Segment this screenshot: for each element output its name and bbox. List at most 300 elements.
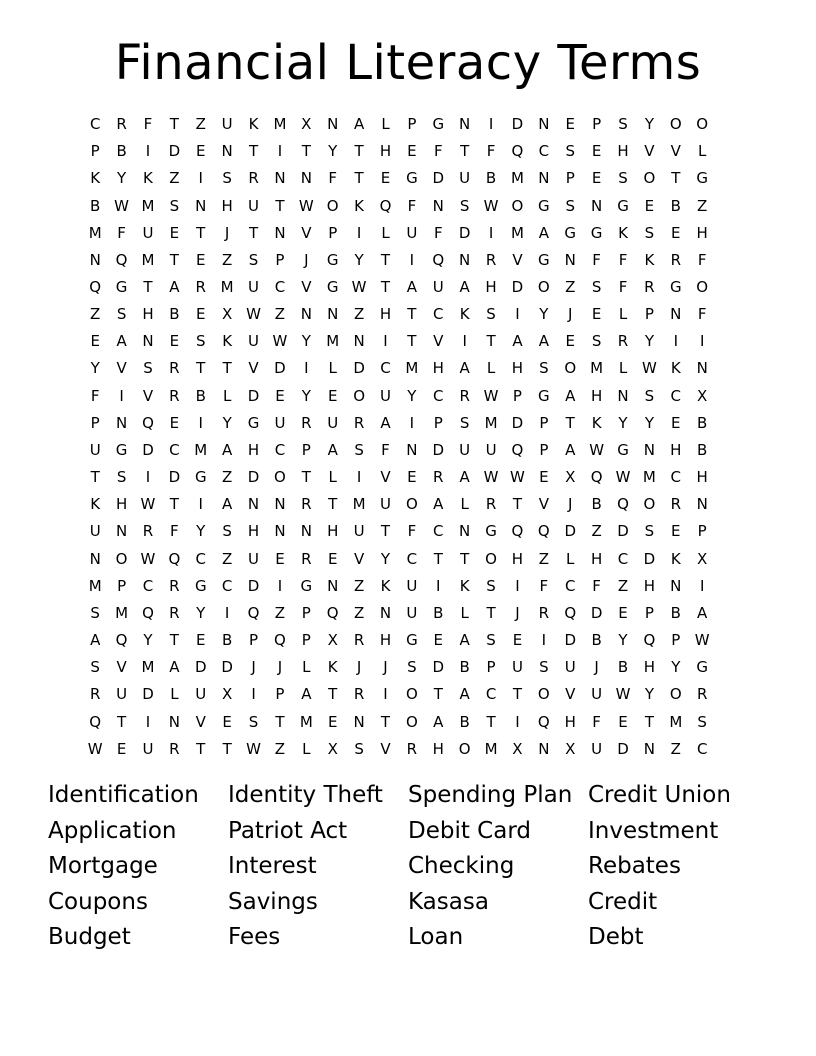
grid-letter: H [247, 522, 260, 541]
grid-letter: L [328, 359, 337, 378]
grid-letter: I [515, 576, 520, 595]
grid-letter: O [564, 359, 577, 378]
grid-letter: N [459, 115, 471, 134]
grid-letter: W [694, 631, 710, 650]
grid-letter: H [379, 142, 392, 161]
grid-letter: Q [326, 603, 339, 622]
grid-letter: C [169, 440, 180, 459]
grid-letter: N [643, 440, 656, 459]
grid-letter: B [169, 305, 180, 324]
grid-letter: N [89, 549, 101, 568]
grid-letter: Z [195, 115, 206, 134]
grid-letter: E [169, 223, 180, 242]
grid-letter: G [538, 250, 550, 269]
grid-letter: K [90, 495, 101, 514]
grid-letter: A [327, 440, 338, 459]
grid-letter: J [224, 223, 230, 242]
grid-letter: M [220, 278, 234, 297]
grid-letter: W [483, 386, 499, 405]
grid-letter: N [617, 386, 629, 405]
grid-letter: T [196, 223, 206, 242]
grid-letter: N [406, 440, 418, 459]
grid-letter: B [697, 413, 708, 432]
grid-letter: L [618, 359, 628, 378]
grid-letter: N [195, 196, 207, 215]
grid-letter: H [511, 359, 524, 378]
grid-letter: E [671, 413, 681, 432]
grid-letter: Y [671, 658, 681, 677]
grid-letter: J [277, 658, 283, 677]
grid-letter: P [117, 576, 127, 595]
grid-letter: G [696, 169, 708, 188]
grid-letter: R [301, 413, 312, 432]
word-bank-item: Savings [228, 888, 318, 915]
grid-letter: V [116, 658, 127, 677]
grid-letter: F [618, 250, 628, 269]
grid-letter: G [326, 250, 339, 269]
grid-letter: G [617, 196, 629, 215]
grid-row [82, 518, 742, 545]
grid-letter: L [618, 305, 628, 324]
grid-letter: T [169, 631, 179, 650]
grid-letter: U [248, 332, 260, 351]
grid-letter: Q [537, 522, 550, 541]
grid-letter: U [459, 169, 471, 188]
grid-letter: H [696, 468, 708, 487]
grid-row [82, 383, 742, 410]
grid-letter: S [248, 712, 259, 731]
grid-letter: I [224, 603, 230, 622]
grid-letter: O [537, 685, 550, 704]
grid-letter: G [194, 576, 207, 595]
grid-letter: A [222, 495, 233, 514]
word-bank-item: Identification [48, 782, 199, 808]
grid-letter: N [115, 413, 128, 432]
grid-letter: E [565, 115, 575, 134]
grid-letter: Z [274, 305, 286, 324]
grid-letter: I [198, 495, 203, 514]
grid-letter: A [565, 386, 576, 405]
grid-letter: C [433, 522, 444, 541]
grid-letter: V [433, 332, 444, 351]
grid-letter: F [433, 142, 443, 161]
grid-letter: K [380, 576, 391, 595]
grid-letter: R [353, 685, 365, 704]
grid-letter: C [195, 549, 206, 568]
grid-letter: D [432, 658, 445, 677]
grid-letter: K [143, 169, 153, 188]
grid-letter: N [538, 169, 550, 188]
grid-letter: D [168, 142, 181, 161]
grid-letter: W [615, 468, 631, 487]
grid-letter: U [485, 440, 497, 459]
grid-letter: V [301, 278, 312, 297]
grid-letter: W [272, 332, 288, 351]
grid-letter: N [643, 739, 656, 758]
word-bank-item: Loan [408, 924, 464, 951]
grid-letter: N [670, 305, 682, 324]
grid-letter: S [459, 413, 470, 432]
grid-letter: H [432, 359, 444, 378]
grid-letter: T [301, 468, 311, 487]
grid-letter: G [590, 223, 603, 242]
grid-letter: R [696, 685, 708, 704]
grid-letter: S [644, 522, 655, 541]
word-bank-item: Kasasa [408, 888, 489, 915]
grid-letter: R [169, 359, 180, 378]
grid-letter: T [248, 142, 259, 161]
grid-letter: I [541, 631, 547, 650]
grid-letter: U [353, 522, 365, 541]
grid-letter: Q [590, 468, 603, 487]
grid-letter: J [251, 658, 256, 677]
grid-row [82, 708, 742, 735]
grid-letter: T [196, 739, 206, 758]
grid-letter: Q [432, 250, 445, 269]
grid-letter: O [669, 685, 682, 704]
grid-letter: Y [90, 359, 100, 378]
grid-letter: S [618, 169, 628, 188]
grid-letter: U [89, 440, 101, 459]
grid-letter: K [618, 223, 628, 242]
grid-letter: W [510, 468, 525, 487]
grid-letter: K [591, 413, 602, 432]
grid-letter: W [615, 685, 631, 704]
grid-letter: R [485, 495, 497, 514]
grid-row [82, 111, 742, 138]
grid-letter: H [221, 196, 233, 215]
grid-letter: O [643, 495, 656, 514]
grid-letter: X [327, 739, 338, 758]
grid-letter: J [515, 603, 520, 622]
grid-row [82, 491, 742, 518]
grid-letter: F [486, 142, 496, 161]
grid-letter: S [407, 658, 417, 677]
grid-letter: S [116, 305, 127, 324]
grid-letter: G [194, 468, 207, 487]
grid-row [82, 220, 742, 247]
grid-letter: I [515, 305, 520, 324]
grid-letter: K [644, 250, 655, 269]
grid-letter: P [90, 142, 100, 161]
grid-letter: P [486, 658, 496, 677]
grid-letter: V [142, 386, 154, 405]
grid-row [82, 736, 742, 763]
grid-letter: G [538, 386, 550, 405]
grid-letter: E [196, 142, 206, 161]
grid-letter: O [511, 196, 524, 215]
grid-letter: B [670, 196, 681, 215]
grid-row [82, 301, 742, 328]
grid-row [82, 464, 742, 491]
grid-letter: S [90, 603, 100, 622]
grid-letter: T [354, 142, 364, 161]
grid-letter: E [539, 468, 549, 487]
grid-letter: Z [222, 250, 233, 269]
grid-letter: Q [617, 495, 629, 514]
grid-letter: H [617, 142, 629, 161]
grid-letter: A [406, 278, 418, 297]
grid-letter: A [459, 468, 470, 487]
grid-letter: P [644, 305, 654, 324]
grid-letter: L [302, 658, 311, 677]
page-title: Financial Literacy Terms [114, 35, 702, 91]
grid-letter: I [673, 332, 678, 351]
grid-row [82, 274, 742, 301]
grid-letter: R [89, 685, 101, 704]
grid-letter: U [380, 386, 391, 405]
grid-letter: M [141, 658, 155, 677]
grid-letter: N [300, 305, 312, 324]
grid-row [82, 165, 742, 192]
grid-letter: D [142, 685, 154, 704]
grid-letter: Q [142, 413, 154, 432]
grid-letter: I [488, 223, 494, 242]
grid-letter: E [327, 549, 338, 568]
grid-letter: M [352, 495, 366, 514]
grid-letter: B [617, 658, 629, 677]
grid-letter: E [327, 712, 338, 731]
grid-letter: A [301, 685, 312, 704]
grid-letter: Y [143, 631, 153, 650]
grid-letter: Q [643, 631, 656, 650]
grid-letter: J [594, 658, 599, 677]
grid-letter: O [353, 386, 365, 405]
grid-letter: U [380, 495, 391, 514]
grid-letter: A [169, 278, 180, 297]
grid-letter: I [383, 332, 388, 351]
grid-letter: A [169, 658, 180, 677]
grid-letter: Z [353, 603, 365, 622]
grid-letter: N [89, 250, 101, 269]
grid-letter: L [381, 223, 390, 242]
grid-letter: T [460, 142, 470, 161]
grid-letter: F [697, 305, 707, 324]
grid-letter: D [432, 440, 445, 459]
grid-letter: B [433, 603, 444, 622]
word-bank-item: Patriot Act [228, 817, 348, 844]
grid-letter: A [512, 332, 523, 351]
grid-letter: F [407, 196, 417, 215]
grid-letter: D [142, 440, 154, 459]
grid-letter: G [300, 576, 313, 595]
word-bank-item: Investment [588, 817, 719, 844]
grid-letter: T [117, 712, 127, 731]
grid-letter: F [592, 712, 601, 731]
grid-letter: M [88, 223, 102, 242]
grid-letter: F [170, 522, 179, 541]
grid-letter: D [432, 169, 445, 188]
grid-letter: Y [407, 386, 417, 405]
grid-letter: N [168, 712, 180, 731]
grid-letter: X [697, 386, 708, 405]
grid-letter: X [222, 685, 233, 704]
grid-letter: Y [196, 603, 206, 622]
grid-letter: P [301, 631, 311, 650]
grid-letter: G [432, 115, 445, 134]
grid-letter: U [327, 413, 339, 432]
grid-letter: A [459, 359, 470, 378]
grid-letter: S [539, 658, 549, 677]
grid-letter: N [274, 495, 286, 514]
grid-letter: C [433, 386, 444, 405]
grid-letter: D [221, 658, 233, 677]
grid-letter: T [512, 495, 523, 514]
grid-letter: H [115, 495, 128, 514]
grid-letter: I [145, 142, 151, 161]
grid-letter: D [564, 631, 576, 650]
grid-letter: U [248, 278, 260, 297]
grid-letter: C [617, 549, 629, 568]
grid-letter: G [406, 631, 418, 650]
grid-letter: O [405, 712, 418, 731]
grid-letter: R [301, 495, 312, 514]
grid-letter: U [591, 685, 603, 704]
grid-letter: N [327, 115, 339, 134]
grid-letter: D [617, 522, 629, 541]
grid-letter: C [564, 576, 576, 595]
grid-letter: T [565, 413, 575, 432]
grid-letter: U [274, 413, 286, 432]
grid-letter: Q [564, 603, 577, 622]
grid-letter: I [198, 413, 203, 432]
grid-letter: D [511, 278, 524, 297]
grid-letter: N [538, 115, 550, 134]
grid-letter: I [409, 413, 415, 432]
grid-letter: B [116, 142, 127, 161]
grid-letter: A [380, 413, 391, 432]
grid-letter: Q [247, 603, 260, 622]
grid-letter: B [697, 440, 708, 459]
grid-letter: E [407, 142, 417, 161]
grid-letter: I [409, 250, 415, 269]
grid-letter: P [328, 223, 338, 242]
grid-letter: S [591, 332, 602, 351]
grid-letter: E [116, 739, 127, 758]
grid-letter: X [697, 549, 708, 568]
grid-letter: V [195, 712, 206, 731]
grid-letter: C [696, 739, 708, 758]
grid-letter: S [354, 440, 364, 459]
grid-letter: Y [618, 631, 628, 650]
grid-letter: M [194, 440, 208, 459]
grid-letter: E [591, 169, 602, 188]
grid-letter: E [327, 386, 338, 405]
grid-letter: M [510, 169, 524, 188]
grid-letter: D [643, 549, 656, 568]
grid-letter: C [380, 359, 391, 378]
grid-letter: T [486, 332, 496, 351]
grid-letter: N [538, 739, 550, 758]
grid-letter: G [115, 440, 128, 459]
grid-letter: D [274, 359, 286, 378]
grid-letter: R [169, 603, 180, 622]
grid-letter: T [671, 169, 681, 188]
grid-letter: W [589, 440, 605, 459]
grid-letter: Q [511, 440, 524, 459]
grid-letter: E [380, 169, 391, 188]
word-bank-item: Rebates [588, 853, 681, 880]
grid-letter: S [195, 332, 206, 351]
grid-letter: Q [511, 142, 524, 161]
grid-letter: E [275, 549, 285, 568]
grid-letter: U [406, 223, 418, 242]
grid-letter: F [407, 522, 417, 541]
grid-letter: D [168, 468, 181, 487]
grid-letter: A [459, 685, 470, 704]
grid-letter: R [617, 332, 629, 351]
grid-letter: P [592, 115, 602, 134]
grid-letter: W [140, 495, 156, 514]
grid-letter: E [196, 631, 206, 650]
grid-letter: E [644, 196, 655, 215]
grid-letter: Y [380, 549, 391, 568]
grid-row [82, 192, 742, 219]
grid-letter: P [249, 631, 259, 650]
grid-letter: N [300, 169, 312, 188]
grid-letter: R [353, 413, 365, 432]
grid-letter: H [485, 278, 497, 297]
grid-letter: I [488, 115, 494, 134]
grid-letter: J [383, 658, 388, 677]
grid-row [82, 600, 742, 627]
grid-letter: Z [538, 549, 549, 568]
grid-letter: R [301, 549, 312, 568]
word-bank [48, 778, 788, 956]
grid-letter: C [485, 685, 497, 704]
grid-letter: T [433, 685, 443, 704]
grid-letter: E [196, 305, 206, 324]
grid-letter: H [590, 386, 603, 405]
grid-letter: T [169, 250, 179, 269]
grid-letter: M [510, 223, 524, 242]
grid-letter: Z [274, 603, 286, 622]
grid-letter: U [248, 549, 260, 568]
grid-letter: J [304, 250, 309, 269]
grid-row [82, 247, 742, 274]
grid-letter: Y [328, 142, 338, 161]
grid-row [82, 681, 742, 708]
grid-letter: S [565, 142, 575, 161]
grid-letter: N [274, 522, 286, 541]
grid-letter: S [539, 359, 549, 378]
grid-letter: L [170, 685, 179, 704]
grid-letter: W [351, 278, 367, 297]
grid-letter: N [327, 576, 339, 595]
grid-letter: Z [697, 196, 708, 215]
grid-letter: A [538, 332, 549, 351]
grid-letter: Y [222, 413, 232, 432]
grid-letter: W [246, 739, 261, 758]
grid-letter: Q [274, 631, 286, 650]
grid-letter: N [353, 712, 365, 731]
grid-letter: R [248, 169, 259, 188]
grid-letter: T [380, 250, 391, 269]
grid-letter: P [407, 115, 417, 134]
grid-letter: E [565, 332, 575, 351]
grid-letter: T [486, 603, 496, 622]
grid-letter: U [116, 685, 128, 704]
grid-letter: M [273, 115, 287, 134]
word-bank-item: Coupons [48, 888, 148, 915]
grid-letter: T [143, 278, 153, 297]
grid-letter: I [356, 468, 362, 487]
grid-letter: T [275, 712, 285, 731]
grid-letter: B [90, 196, 101, 215]
grid-letter: G [326, 278, 339, 297]
grid-letter: J [568, 495, 573, 514]
grid-letter: B [670, 603, 681, 622]
